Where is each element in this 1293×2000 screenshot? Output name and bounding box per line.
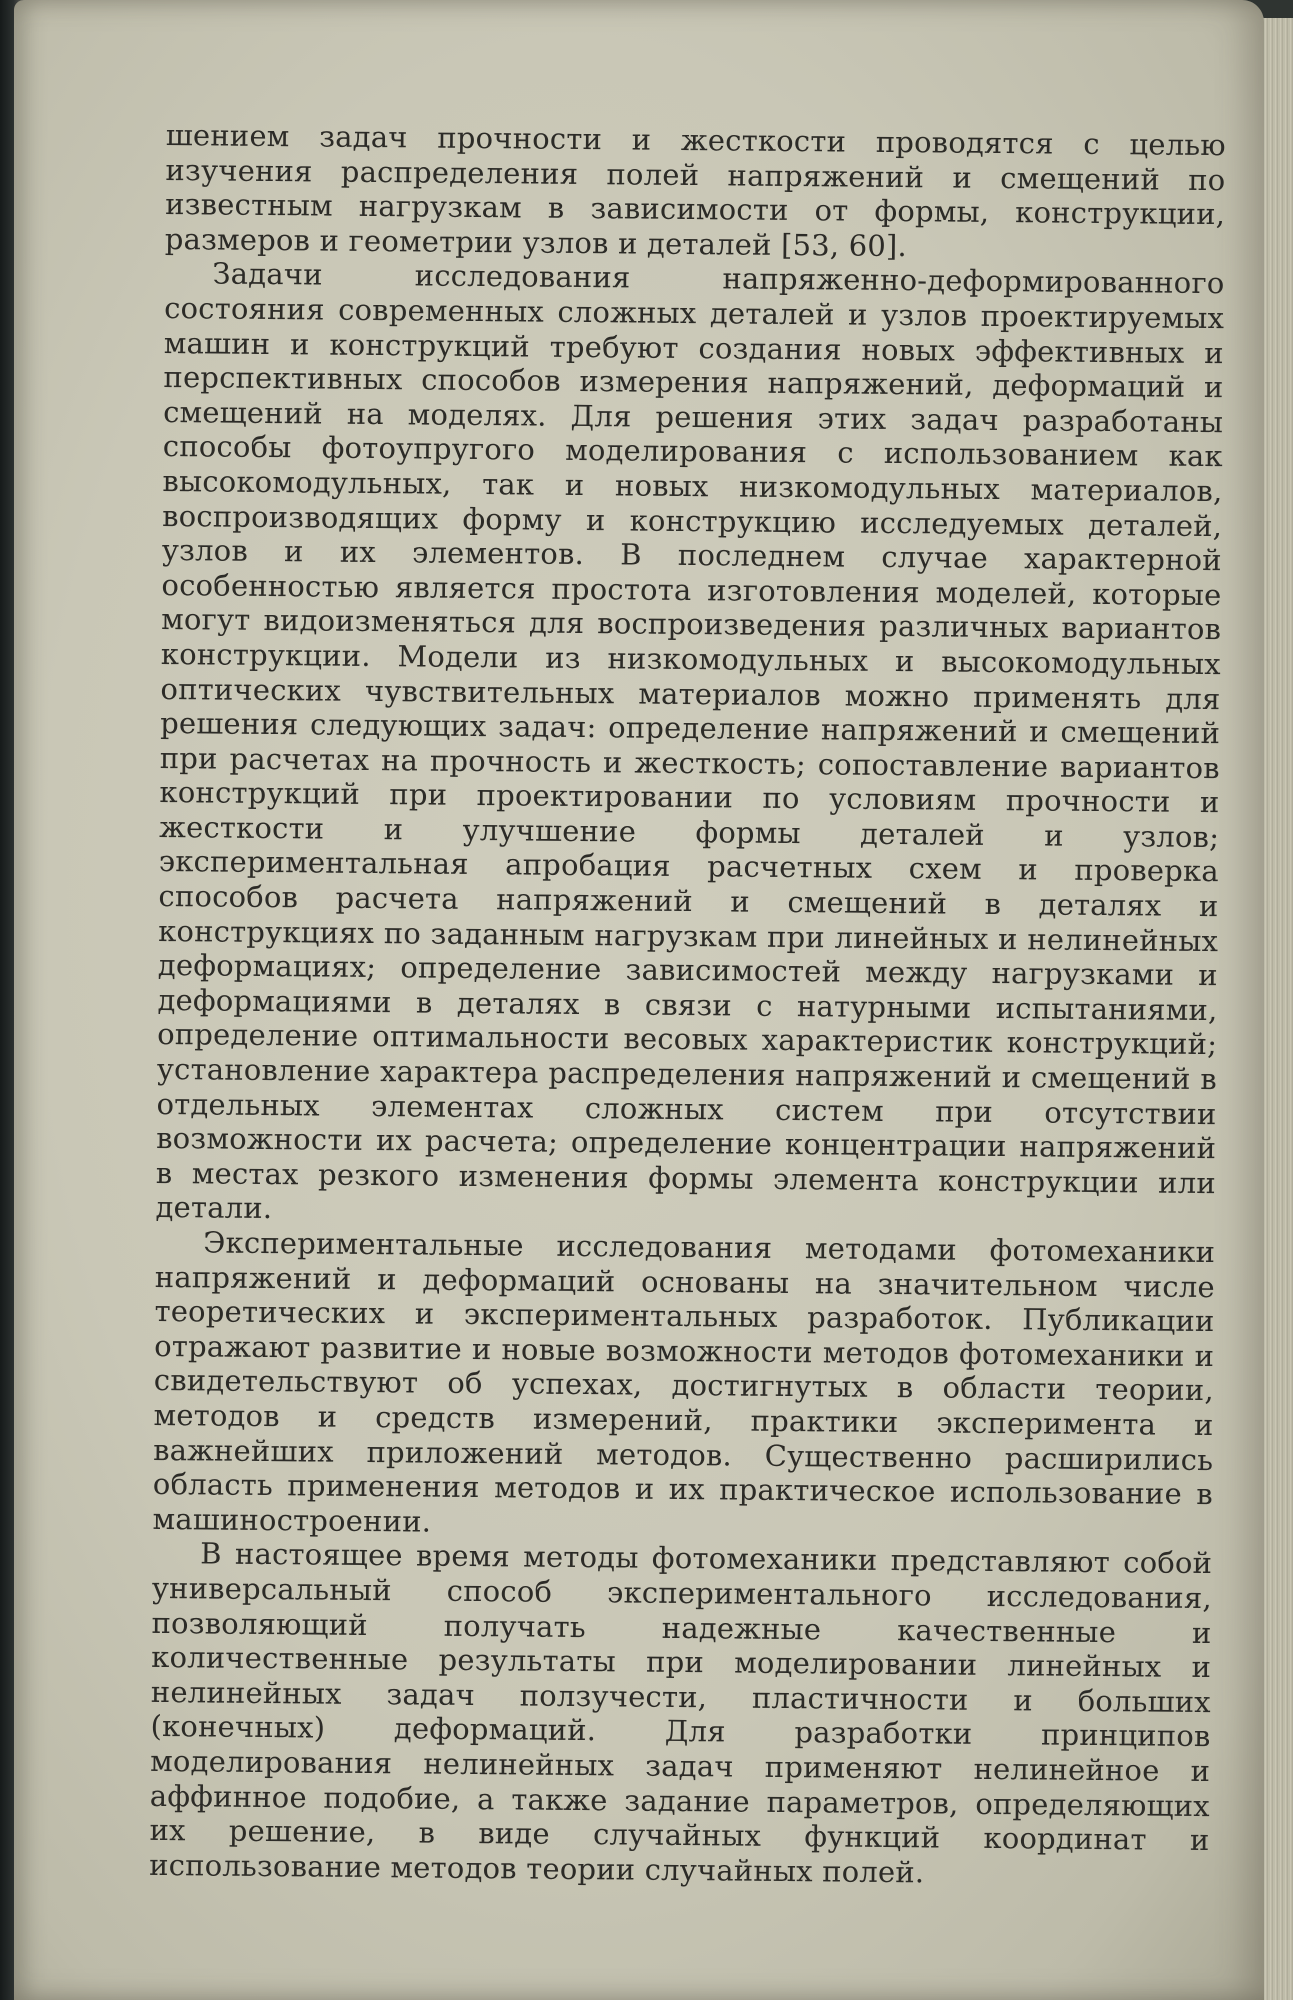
paragraph-4: В настоящее время методы фотомеханики представляют собой универсальный способ экспериментального исследования, позволяющий получать надежные качественные и количественные результаты при моделировании линейных и нелинейных задач ползучести, пластичности и больших (конечных) деформаций. Для разработки принципов моделирования нелинейных задач применяют нелинейное и аффинное подобие, а также задание параметров, определяющих их решение, в виде случайных функций координат и использование методов теории случайных полей. (149, 1536, 1213, 1890)
page-text (149, 118, 1226, 1892)
paragraph-2: Задачи исследования напряженно-деформированного состояния современных сложных деталей и узлов проектируемых машин и конструкций требуют создания новых эффективных и перспективных способов измерения напряжений, деформаций и смещений на моделях. Для решения этих задач разработаны способы фотоупругого моделирования с использованием как высокомодульных, так и новых низкомодульных материалов, воспроизводящих форму и конструкцию исследуемых деталей, узлов и их элементов. В последнем случае характерной особенностью является простота изготовления моделей, которые могут видоизменяться для воспроизведения различных вариантов конструкции. Модели из низкомодульных и высокомодульных оптических чувствительных материалов можно применять для решения следующих задач: определение напряжений и смещений при расчетах на прочность и жесткость; сопоставление вариантов конструкций при проектировании по условиям прочности и жесткости и улучшение формы деталей и узлов; экспериментальная апробация расчетных схем и проверка способов расчета напряжений и смещений в деталях и конструкциях по заданным нагрузкам при линейных и нелинейных деформациях; определение зависимостей между нагрузками и деформациями в деталях в связи с натурными испытаниями, определение оптимальности весовых характеристик конструкций; установление характера распределения напряжений и смещений в отдельных элементах сложных систем при отсутствии возможности их расчета; определение концентрации напряжений в местах резкого изменения формы элемента конструкции или детали. (155, 256, 1225, 1226)
paragraph-3: Экспериментальные исследования методами фотомеханики напряжений и деформаций основаны на значительном числе теоретических и экспериментальных разработок. Публикации отражают развитие и новые возможности методов фотомеханики и свидетельствуют об успехах, достигнутых в области теории, методов и средств измерений, практики эксперимента и важнейших приложений методов. Существенно расширились область применения методов и их практическое использование в машиностроении. (152, 1225, 1216, 1539)
book-page (14, 0, 1264, 2000)
page-stack-edge (1259, 18, 1293, 2000)
paragraph-1: шением задач прочности и жесткости проводятся с целью изучения распределения полей напряжений и смещений по известным нагрузкам в зависимости от формы, конструкции, размеров и геометрии узлов и деталей [53, 60]. (164, 118, 1226, 263)
